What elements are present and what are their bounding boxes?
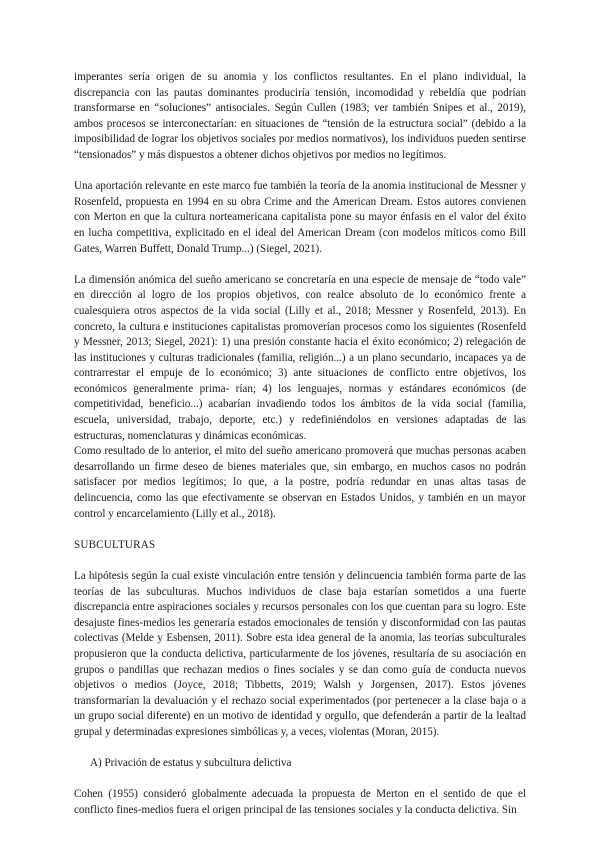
paragraph-subculturas: La hipótesis según la cual existe vinculación entre tensión y delincuencia también forma parte de las teorías de las subculturas. Muchos individuos de clase baja estarían sometidos a una fuerte discrepancia entre aspiraciones sociales y recursos personales con los que cuentan para su logro. Este desajuste fines-medios les generaría estados emocionales de tensión y disconformidad con las pautas colectivas (Melde y Esbensen, 2011). Sobre esta idea general de la anomia, las teorías subculturales propusieron que la conducta delictiva, particularmente de los jóvenes, resultaría de su asociación en grupos o pandillas que rechazan medios o fines sociales y se dan como guía de conducta nuevos objetivos o medios (Joyce, 2018; Tibbetts, 2019; Walsh y Jorgensen, 2017). Estos jóvenes transformarían la devaluación y el rechazo social experimentados (por pertenecer a la clase baja o a un grupo social diferente) en un motivo de identidad y orgullo, que defenderán a partir de la lealtad grupal y determinadas expresiones simbólicas y, a veces, violentas (Moran, 2015). <box>74 570 526 738</box>
paragraph-sueno-americano: La dimensión anómica del sueño americano se concretaría en una especie de mensaje de “todo vale” en dirección al logro de los propios objetivos, con realce absoluto de lo económico frente a cualesquiera otros aspectos de la vida social (Lilly et al., 2018; Messner y Rosenfeld, 2013). En concreto, la cultura e instituciones capitalistas promoverían procesos como los siguientes (Rosenfeld y Messner, 2013; Siegel, 2021): 1) una presión constante hacia el éxito económico; 2) relegación de las instituciones y culturas tradicionales (familia, religión...) a un plano secundario, incapaces ya de contrarrestar el empuje de lo económico; 3) ante situaciones de conflicto entre objetivos, los económicos generalmente prima- rían; 4) los lenguajes, normas y estándares económicos (de competitividad, beneficio...) acabarían invadiendo todos los ámbitos de la vida social (familia, escuela, universidad, trabajo, deporte, etc.) y redefiniéndolos en versiones adaptadas de las estructuras, nomenclaturas y dinámicas económicas. <box>74 273 526 442</box>
section-heading: SUBCULTURAS <box>74 538 156 551</box>
document-body <box>74 70 526 819</box>
paragraph-cohen: Cohen (1955) consideró globalmente adecuada la propuesta de Merton en el sentido de que el conflicto fines-medios fuera el origen principal de las tensiones sociales y la conducta delictiva. Sin <box>74 788 526 816</box>
subsection-heading: A) Privación de estatus y subcultura delictiva <box>90 757 292 770</box>
paragraph-anomia-institucional: Una aportación relevante en este marco fue también la teoría de la anomia institucional de Messner y Rosenfeld, propuesta en 1994 en su obra Crime and the American Dream. Estos autores convienen con Merton en que la cultura norteamericana capitalista pone su mayor énfasis en el valor del éxito en lucha competitiva, explicitado en el ideal del American Dream (con modelos míticos como Bill Gates, Warren Buffett, Donald Trump...) (Siegel, 2021). <box>74 180 526 255</box>
paragraph-resultado: Como resultado de lo anterior, el mito del sueño americano promoverá que muchas personas acaben desarrollando un firme deseo de bienes materiales que, sin embargo, en muchos casos no podrán satisfacer por medios legítimos; lo que, a la postre, podría redundar en unas altas tasas de delincuencia, como las que efectivamente se observan en Estados Unidos, y también en un mayor control y encarcelamiento (Lilly et al., 2018). <box>74 445 526 520</box>
paragraph-anomia-cullen: imperantes sería origen de su anomia y los conflictos resultantes. En el plano individual, la discrepancia con las pautas dominantes produciría tensión, incomodidad y rebeldía que podrían transformarse en “soluciones” antisociales. Según Cullen (1983; ver también Snipes et al., 2019), ambos procesos se interconectarían: en situaciones de “tensión de la estructura social” (debido a la imposibilidad de lograr los objetivos sociales por medios normativos), los individuos pueden sentirse “tensionados” y más dispuestos a obtener dichos objetivos por medios no legítimos. <box>74 71 526 161</box>
